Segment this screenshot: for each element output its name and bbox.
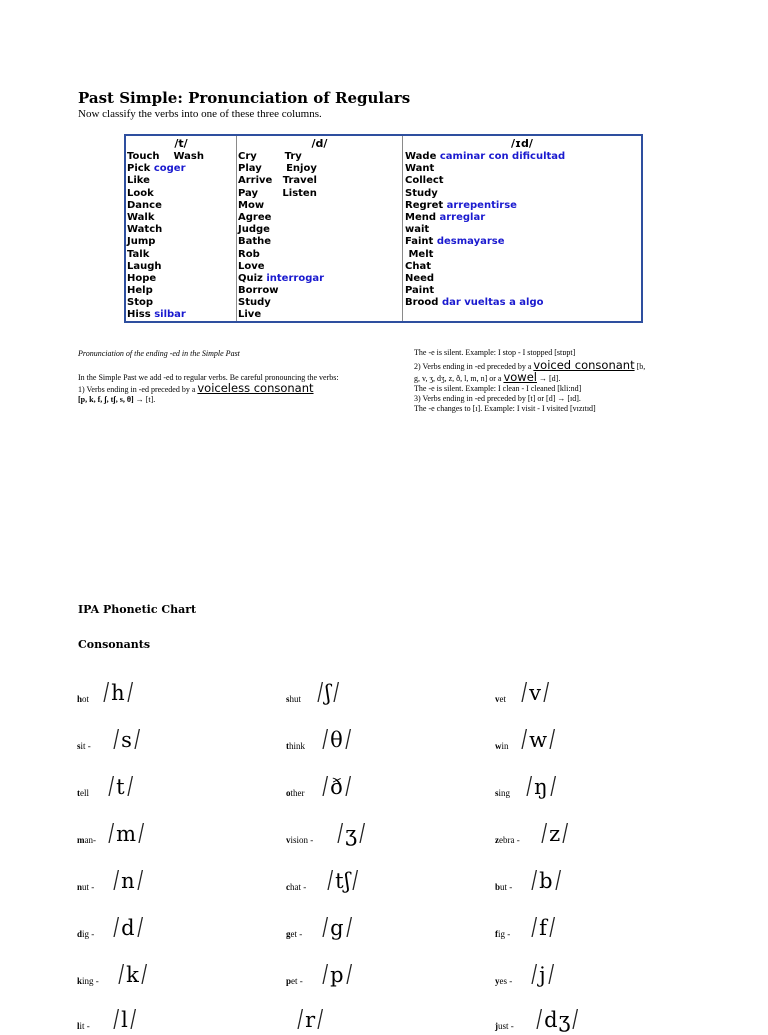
rule-3-example: The -e changes to [ɪ]. Example: I visit - I visited [vɪzɪtɪd] xyxy=(414,404,596,413)
first-letter: j xyxy=(495,1021,498,1031)
consonant-entry xyxy=(286,762,466,802)
consonant-entry xyxy=(77,668,257,708)
example-word xyxy=(495,882,512,892)
vowel-link: vowel xyxy=(503,370,537,384)
spanish-translation: caminar con dificultad xyxy=(439,151,566,162)
verb-row xyxy=(126,151,236,163)
consonant-entry xyxy=(77,856,257,896)
rules-title: Pronunciation of the ending -ed in the Simple Past xyxy=(78,349,240,358)
verb-row xyxy=(237,151,402,163)
first-letter: t xyxy=(286,741,289,751)
first-letter: c xyxy=(286,882,290,892)
ipa-symbol: /z/ xyxy=(541,819,569,847)
verb-row xyxy=(126,163,236,175)
word-rest: hut xyxy=(289,694,302,704)
verb: Jump xyxy=(127,236,156,248)
verb: Dance xyxy=(127,199,162,211)
first-letter: n xyxy=(77,882,83,892)
first-letter: y xyxy=(495,976,500,986)
example-word xyxy=(495,741,509,751)
first-letter: t xyxy=(77,788,80,798)
rule-2-example: The -e is silent. Example: I clean - I cleaned [kli:nd] xyxy=(414,384,582,393)
consonant-entry xyxy=(495,903,675,943)
verb: Study xyxy=(405,187,438,199)
word-rest: et xyxy=(499,694,506,704)
verb-row xyxy=(237,175,402,187)
ipa-symbol: /g/ xyxy=(322,913,353,941)
ipa-chart-title: IPA Phonetic Chart xyxy=(78,603,197,616)
verb-row xyxy=(403,175,641,187)
first-letter: f xyxy=(495,929,498,939)
verb: Quiz xyxy=(238,272,267,284)
spanish-translation: silbar xyxy=(154,309,186,321)
word-rest: it - xyxy=(79,1021,90,1031)
verb-row xyxy=(126,212,236,224)
consonant-entry xyxy=(286,950,466,990)
verb-classification-table xyxy=(124,134,643,323)
word-rest: in xyxy=(501,741,509,751)
verb: Mow xyxy=(238,199,265,211)
word-rest: et - xyxy=(290,929,303,939)
word-rest: ell xyxy=(80,788,89,798)
rule-1-example: The -e is silent. Example: I stop - I stopped [stɒpt] xyxy=(414,348,576,357)
example-word xyxy=(77,788,89,798)
verb-row xyxy=(403,236,641,248)
consonant-entry xyxy=(286,995,466,1035)
verb: Play Enjoy xyxy=(238,163,317,175)
rules-right-block xyxy=(414,348,686,414)
ipa-symbol: /n/ xyxy=(113,866,144,894)
word-rest: ther xyxy=(290,788,305,798)
verb-row xyxy=(126,188,236,200)
verb: Study xyxy=(238,297,271,309)
verb-row xyxy=(403,224,641,236)
verb: Hiss xyxy=(127,309,155,321)
first-letter: h xyxy=(77,694,83,704)
consonant-entry xyxy=(495,668,675,708)
first-letter: d xyxy=(77,929,83,939)
word-rest: hink xyxy=(289,741,306,751)
word-rest: it - xyxy=(80,741,91,751)
ipa-symbol: /k/ xyxy=(118,960,148,988)
verb: Hope xyxy=(127,272,157,284)
ipa-symbol: /t/ xyxy=(108,772,134,800)
word-rest: ut - xyxy=(82,882,95,892)
verb: Like xyxy=(127,175,150,187)
verb: Rob xyxy=(238,248,260,260)
verb-row xyxy=(237,236,402,248)
verb: Pick xyxy=(127,163,154,175)
spanish-translation: interrogar xyxy=(266,272,325,284)
verb: Help xyxy=(127,285,153,297)
verb-list xyxy=(403,151,641,309)
column-d xyxy=(237,136,403,321)
first-letter: b xyxy=(495,882,501,892)
verb-row xyxy=(126,285,236,297)
verb-row xyxy=(237,212,402,224)
consonant-entry xyxy=(286,903,466,943)
word-rest: hat - xyxy=(290,882,307,892)
verb: wait xyxy=(405,224,430,236)
word-rest: ig - xyxy=(82,929,95,939)
verb-row xyxy=(237,285,402,297)
consonant-entry xyxy=(286,856,466,896)
example-word xyxy=(77,694,89,704)
spanish-translation: desmayarse xyxy=(436,236,505,248)
verb-row xyxy=(403,200,641,212)
verb-row xyxy=(237,163,402,175)
first-letter: l xyxy=(77,1021,80,1031)
verb: Want xyxy=(405,163,435,175)
rules-intro: In the Simple Past we add -ed to regular verbs. Be careful pronouncing the verbs: xyxy=(78,373,339,382)
verb-row xyxy=(126,175,236,187)
verb-row xyxy=(126,236,236,248)
verb: Borrow xyxy=(238,285,279,297)
word-rest: ebra - xyxy=(499,835,520,845)
first-letter: s xyxy=(77,741,81,751)
rules-left-block xyxy=(78,373,349,405)
rule-2-result: → [d]. xyxy=(537,374,561,383)
rule-1-prefix: 1) Verbs ending in -ed preceded by a xyxy=(78,385,198,394)
word-rest: an- xyxy=(84,835,96,845)
verb-row xyxy=(126,297,236,309)
consonant-entry xyxy=(495,995,675,1035)
first-letter: z xyxy=(495,835,499,845)
verb-row xyxy=(237,297,402,309)
instructions: Now classify the verbs into one of these three columns. xyxy=(78,108,322,120)
consonant-entry xyxy=(77,809,257,849)
example-word xyxy=(286,929,302,939)
consonant-entry xyxy=(77,995,257,1035)
ipa-symbol: /w/ xyxy=(521,725,556,753)
verb: Chat xyxy=(405,260,431,272)
example-word xyxy=(77,882,94,892)
consonant-entry xyxy=(495,950,675,990)
verb-list xyxy=(237,151,402,322)
example-word xyxy=(77,741,91,751)
first-letter: w xyxy=(495,741,502,751)
ipa-symbol: /dʒ/ xyxy=(536,1005,580,1033)
verb: Watch xyxy=(127,224,163,236)
verb: Faint xyxy=(405,236,437,248)
consonant-entry xyxy=(495,762,675,802)
verb-row xyxy=(237,200,402,212)
word-rest: es - xyxy=(499,976,513,986)
verb: Regret xyxy=(405,199,447,211)
ipa-symbol: /p/ xyxy=(322,960,353,988)
consonant-entry xyxy=(77,762,257,802)
verb-row xyxy=(403,261,641,273)
ipa-symbol: /tʃ/ xyxy=(327,866,359,894)
consonant-entry xyxy=(77,715,257,755)
verb: Collect xyxy=(405,175,444,187)
verb: Talk xyxy=(127,248,150,260)
verb: Live xyxy=(238,309,262,321)
consonant-entry xyxy=(77,950,257,990)
word-rest: ut - xyxy=(500,882,513,892)
example-word xyxy=(495,694,506,704)
first-letter: o xyxy=(286,788,291,798)
word-rest: ig - xyxy=(498,929,511,939)
example-word xyxy=(286,835,313,845)
ipa-symbol: /θ/ xyxy=(322,725,352,753)
verb-row xyxy=(403,151,641,163)
ipa-symbol: /h/ xyxy=(103,678,134,706)
verb-row xyxy=(403,188,641,200)
consonant-entry xyxy=(495,809,675,849)
example-word xyxy=(495,788,510,798)
ipa-symbol: /ŋ/ xyxy=(526,772,557,800)
ipa-symbol: /j/ xyxy=(531,960,555,988)
consonant-entry xyxy=(286,668,466,708)
consonant-entry xyxy=(495,715,675,755)
verb: Cry Try xyxy=(238,151,302,162)
verb-row xyxy=(403,285,641,297)
consonant-entry xyxy=(286,715,466,755)
verb-row xyxy=(237,224,402,236)
spanish-translation: arrepentirse xyxy=(446,199,517,211)
word-rest: ision - xyxy=(290,835,314,845)
rule-1-result: → [t]. xyxy=(133,395,156,404)
column-header: /d/ xyxy=(311,137,328,150)
first-letter: v xyxy=(495,694,500,704)
verb-row xyxy=(126,261,236,273)
ipa-symbol: /ð/ xyxy=(322,772,352,800)
rule-2-prefix: 2) Verbs ending in -ed preceded by a xyxy=(414,362,534,371)
example-word xyxy=(495,976,512,986)
ipa-symbol: /l/ xyxy=(113,1005,137,1033)
example-word xyxy=(495,929,510,939)
verb: Wade xyxy=(405,151,440,162)
ipa-symbol: /ʒ/ xyxy=(337,819,366,847)
column-header: /ɪd/ xyxy=(511,137,533,150)
column-header: /t/ xyxy=(174,137,188,150)
first-letter: m xyxy=(77,835,85,845)
consonant-entry xyxy=(77,903,257,943)
example-word xyxy=(495,1021,514,1031)
example-word xyxy=(77,835,96,845)
verb: Paint xyxy=(405,285,435,297)
word-rest: ing xyxy=(498,788,511,798)
ipa-symbol: /r/ xyxy=(297,1005,324,1033)
verb: Arrive Travel xyxy=(238,175,317,187)
example-word xyxy=(286,976,303,986)
ipa-symbol: /m/ xyxy=(108,819,145,847)
rule-2-sounds-start: [b, xyxy=(634,362,646,371)
verb-row xyxy=(237,309,402,321)
first-letter: v xyxy=(286,835,291,845)
verb: Agree xyxy=(238,211,272,223)
ipa-symbol: /f/ xyxy=(531,913,556,941)
verb-row xyxy=(237,273,402,285)
verb: Walk xyxy=(127,211,155,223)
example-word xyxy=(286,741,305,751)
first-letter: p xyxy=(286,976,292,986)
verb-row xyxy=(403,249,641,261)
ipa-symbol: /d/ xyxy=(113,913,144,941)
voiceless-consonant-link: voiceless consonant xyxy=(197,381,314,395)
verb: Touch Wash xyxy=(127,151,204,162)
verb-row xyxy=(237,261,402,273)
word-rest: ing - xyxy=(82,976,99,986)
consonant-entry xyxy=(286,809,466,849)
verb-row xyxy=(126,224,236,236)
example-word xyxy=(286,694,301,704)
first-letter: k xyxy=(77,976,83,986)
verb: Bathe xyxy=(238,236,272,248)
verb: Mend xyxy=(405,211,440,223)
verb-row xyxy=(126,249,236,261)
verb: Melt xyxy=(405,248,434,260)
column-t xyxy=(126,136,237,321)
column-id xyxy=(403,136,641,321)
verb: Need xyxy=(405,272,435,284)
verb: Pay Listen xyxy=(238,187,317,199)
ipa-symbol: /ʃ/ xyxy=(317,678,340,706)
word-rest: ot xyxy=(82,694,90,704)
verb-row xyxy=(237,249,402,261)
voiced-consonant-link: voiced consonant xyxy=(533,358,635,372)
spanish-translation: coger xyxy=(153,163,186,175)
first-letter: g xyxy=(286,929,291,939)
ipa-symbol: /s/ xyxy=(113,725,141,753)
verb-row xyxy=(126,200,236,212)
rule-3: 3) Verbs ending in -ed preceded by [t] or [d] → [ɪd]. xyxy=(414,394,581,403)
rule-1-sounds: [p, k, f, ʃ, tʃ, s, θ] xyxy=(78,395,134,404)
verb: Stop xyxy=(127,297,154,309)
rule-2-sounds: g, v, ʒ, dʒ, z, ð, l, m, n] or a xyxy=(414,374,504,383)
example-word xyxy=(286,882,306,892)
spanish-translation: arreglar xyxy=(439,211,486,223)
example-word xyxy=(495,835,520,845)
verb-row xyxy=(126,309,236,321)
word-rest: ust - xyxy=(498,1021,514,1031)
example-word xyxy=(77,976,99,986)
consonant-entry xyxy=(495,856,675,896)
example-word xyxy=(77,1021,90,1031)
example-word xyxy=(286,788,305,798)
spanish-translation: dar vueltas a algo xyxy=(441,297,544,309)
verb: Look xyxy=(127,187,154,199)
verb-row xyxy=(237,188,402,200)
ipa-symbol: /v/ xyxy=(521,678,550,706)
verb-row xyxy=(403,212,641,224)
page-title: Past Simple: Pronunciation of Regulars xyxy=(78,89,411,107)
verb: Love xyxy=(238,260,265,272)
verb-row xyxy=(403,273,641,285)
consonants-heading: Consonants xyxy=(78,638,151,651)
verb: Laugh xyxy=(127,260,162,272)
verb-row xyxy=(403,297,641,309)
word-rest: et - xyxy=(291,976,303,986)
first-letter: s xyxy=(495,788,499,798)
verb-list xyxy=(126,151,236,322)
first-letter: s xyxy=(286,694,290,704)
verb: Judge xyxy=(238,224,270,236)
verb: Brood xyxy=(405,297,442,309)
ipa-symbol: /b/ xyxy=(531,866,562,894)
example-word xyxy=(77,929,94,939)
verb-row xyxy=(126,273,236,285)
verb-row xyxy=(403,163,641,175)
